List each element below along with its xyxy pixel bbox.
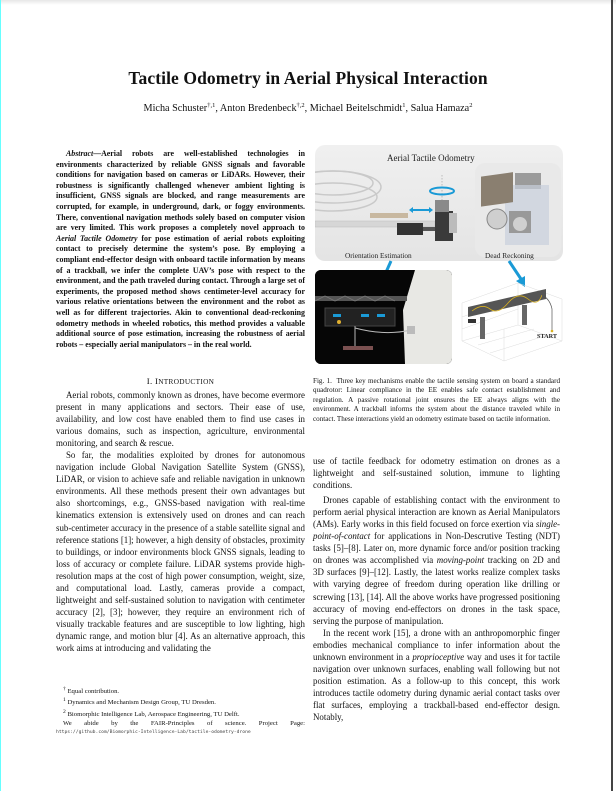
emphasis-text: proprioceptive — [412, 651, 465, 662]
viewer-left-border — [0, 0, 1, 791]
caption-label: Fig. 1. — [313, 377, 332, 385]
text-run: tracking on 2D and 3D surfaces [9]–[12]. Lastly, the latest works realize complex tasks with varying degree of freedom during operation like drilling or screwing [13], [14]. All the above works have progressed positioning accuracy of moving end-effectors on drones in the task space, serving the purpose of manipulation. — [313, 555, 560, 626]
introduction-right-column — [313, 455, 560, 723]
paper-title: Tactile Odometry in Aerial Physical Interaction — [128, 68, 488, 88]
project-page-link[interactable]: https://github.com/Biomorphic-Intelligence-Lab/tactile-odometry-drone — [56, 730, 251, 736]
body-paragraph — [313, 627, 560, 723]
emphasis-text: moving-point — [436, 555, 485, 566]
author-name: Micha Schuster — [143, 103, 208, 114]
figure-1-caption — [313, 377, 560, 424]
footnote-equal-contribution — [56, 685, 305, 696]
footnote-fair: We abide by the FAIR-Principles of science. Project Page: — [63, 719, 305, 727]
ee-mount-icon — [397, 223, 423, 235]
section-number: I. — [146, 376, 153, 386]
figure-label-orientation: Orientation Estimation — [345, 251, 412, 260]
author-affiliation-mark: †,2 — [296, 102, 305, 109]
figure-1 — [313, 143, 565, 368]
footnote-mark: 1 — [63, 697, 66, 704]
footnote-text: Equal contribution. — [67, 688, 120, 696]
emphasis-text: single-point-of-contact — [313, 519, 560, 542]
footnote-text: Biomorphic Intelligence Lab, Aerospace Engineering, TU Delft. — [67, 710, 240, 718]
abstract-text: Aerial robots are well-established technologies in environments characterized by reliable GNSS signals and favorable conditions for navigation based on cameras or LiDARs. However, their robustness is significantly challenged whenever ambient lighting is insufficient, GNSS signals are blocked, and range measurements are corrupted, for example, in underground, dark, or foggy environments. There, conventional navigation methods solely based on computer vision are very limited. This work proposes a completely novel approach to — [56, 149, 305, 233]
drone-marker-icon — [468, 319, 476, 323]
text-run: Drones capable of establishing contact with the environment to perform aerial physical interaction are known as Aerial Manipulators (AMs). Early works in this field focused on force exertion via — [313, 495, 560, 530]
author-affiliation-mark: †,1 — [207, 102, 216, 109]
end-effector-icon — [407, 326, 415, 334]
start-marker-icon — [551, 330, 554, 333]
author-name: Michael Beitelschmidt — [309, 103, 403, 114]
caption-text: Three key mechanisms enable the tactile sensing system on board a standard quadrotor: Linear compliance in the EE enables safe contact establishment and regulation. A passive rotational joint ensures the EE always aligns with the environment. A trackball informs the system about the distance traveled while in contact. These interactions yield an odometry estimate based on tactile information. — [313, 377, 560, 423]
plot-grid — [462, 283, 562, 361]
abstract-dash: — — [93, 149, 102, 158]
author-name: Anton Bredenbeck — [219, 103, 297, 114]
text-run: for applications in Non-Descrutive Testing (NDT) tasks [5]–[8]. Later on, more dynamic force and/or position tracking on drones was accomplished via — [313, 531, 560, 566]
abstract-emphasis: Aerial Tactile Odometry — [56, 233, 138, 243]
abstract — [56, 149, 305, 350]
author-list: Micha Schuster$^{\dagger,1}$, Anton Bredenbeck$^{\dagger,2}$, Michael Beitelschmidt$^1$, Salua Hamaza$^2$ — [143, 102, 473, 114]
author-affiliation-mark: 2 — [469, 102, 473, 109]
text-run: way and uses it for tactile navigation over unknown surfaces, enabling wall following but not position estimation. As a follow-up to this concept, this work introduces tactile odometry during dynamic aerial contact tasks over flat surfaces, employing a trackball-based end-effector design. Notably, — [313, 651, 560, 722]
viewer-scrollbar[interactable] — [611, 0, 613, 791]
footnote-affiliation-2 — [56, 708, 305, 719]
footnote-text: Dynamics and Mechanism Design Group, TU Dresden. — [67, 699, 216, 707]
figure-panel-title: Aerial Tactile Odometry — [387, 153, 475, 163]
trackball-icon — [487, 209, 507, 229]
abstract-label: Abstract — [66, 149, 94, 158]
text-run: In the recent work [15], a drone with an anthropomorphic finger embodies mechanical compliance to infer information about the unknown environment in a — [313, 627, 560, 662]
body-paragraph: use of tactile feedback for odometry estimation on drones as a lightweight and self-sustained solution, immune to lighting conditions. — [313, 456, 560, 491]
start-label: START — [537, 333, 557, 340]
footnote-mark: 2 — [63, 708, 66, 715]
viewer-top-shadow — [0, 0, 616, 5]
section-heading-introduction — [56, 376, 305, 386]
figure-cad-panel — [315, 145, 563, 261]
trajectory-plot — [458, 269, 565, 365]
section-title-rest: NTRODUCTION — [158, 377, 215, 386]
footnote-affiliation-1 — [56, 696, 305, 707]
footnotes — [56, 685, 305, 737]
author-affiliation-mark: 1 — [402, 102, 406, 109]
body-paragraph — [313, 494, 560, 627]
figure-label-dead-reckoning: Dead Reckoning — [485, 251, 534, 260]
author-name: Salua Hamaza — [410, 103, 470, 114]
experiment-photo — [315, 270, 452, 364]
body-paragraph: Aerial robots, commonly known as drones, have become evermore present in many applications and sectors. Their ease of use, availability, and low cost have enabled them to find use cases in various domains, such as inspection, agriculture, environmental monitoring, and search & rescue. — [56, 390, 305, 449]
section-title-initial: I — [155, 376, 159, 386]
introduction-left-column — [56, 389, 305, 654]
abstract-text: for pose estimation of aerial robots exploiting contact to precisely determine the system’s pose. By employing a compliant end-effector design with onboard tactile information by means of a trackball, we infer the complete UAV’s pose with respect to the environment, and the path traveled during contact. Through a large set of experiments, the proposed method shows centimeter-level accuracy for various relative orientations between the environment and the robot as well as for different trajectories. Akin to conventional dead-reckoning odometry methods in wheeled robotics, this method provides a valuable additional source of pose estimation, increasing the robustness of aerial robots – especially aerial manipulators – in the real world. — [56, 233, 305, 349]
propeller-guard-icon — [315, 171, 381, 211]
body-paragraph: So far, the modalities exploited by drones for autonomous navigation include Global Navigation Satellite System (GNSS), LiDAR, or vision to achieve safe and reliable navigation in unknown environments. All these methods present their own advantages but also shortcomings, e.g., GNSS-based navigation with real-time kinematics extension is extensively used on drones and can reach sub-centimeter accuracy in the presence of a stable satellite signal and reference stations [1]; however, a high density of obstacles, proximity to buildings, or indoor environments block GNSS signals, leading to loss of accuracy or complete failure. LiDAR systems provide high-resolution maps at the cost of high power consumption, weight, size, and computational load. Lastly, cameras provide a compact, lightweight and self-sustained solution to navigation with centimeter accuracy [2], [3]; however, they require an environment rich of visually trackable features and are susceptible to low lighting, high dynamic range, and motion blur [4]. As an alternative approach, this work aims at introducing and validating the — [56, 450, 305, 653]
footnote-mark: † — [63, 686, 66, 692]
linear-compliance-icon — [370, 213, 408, 218]
